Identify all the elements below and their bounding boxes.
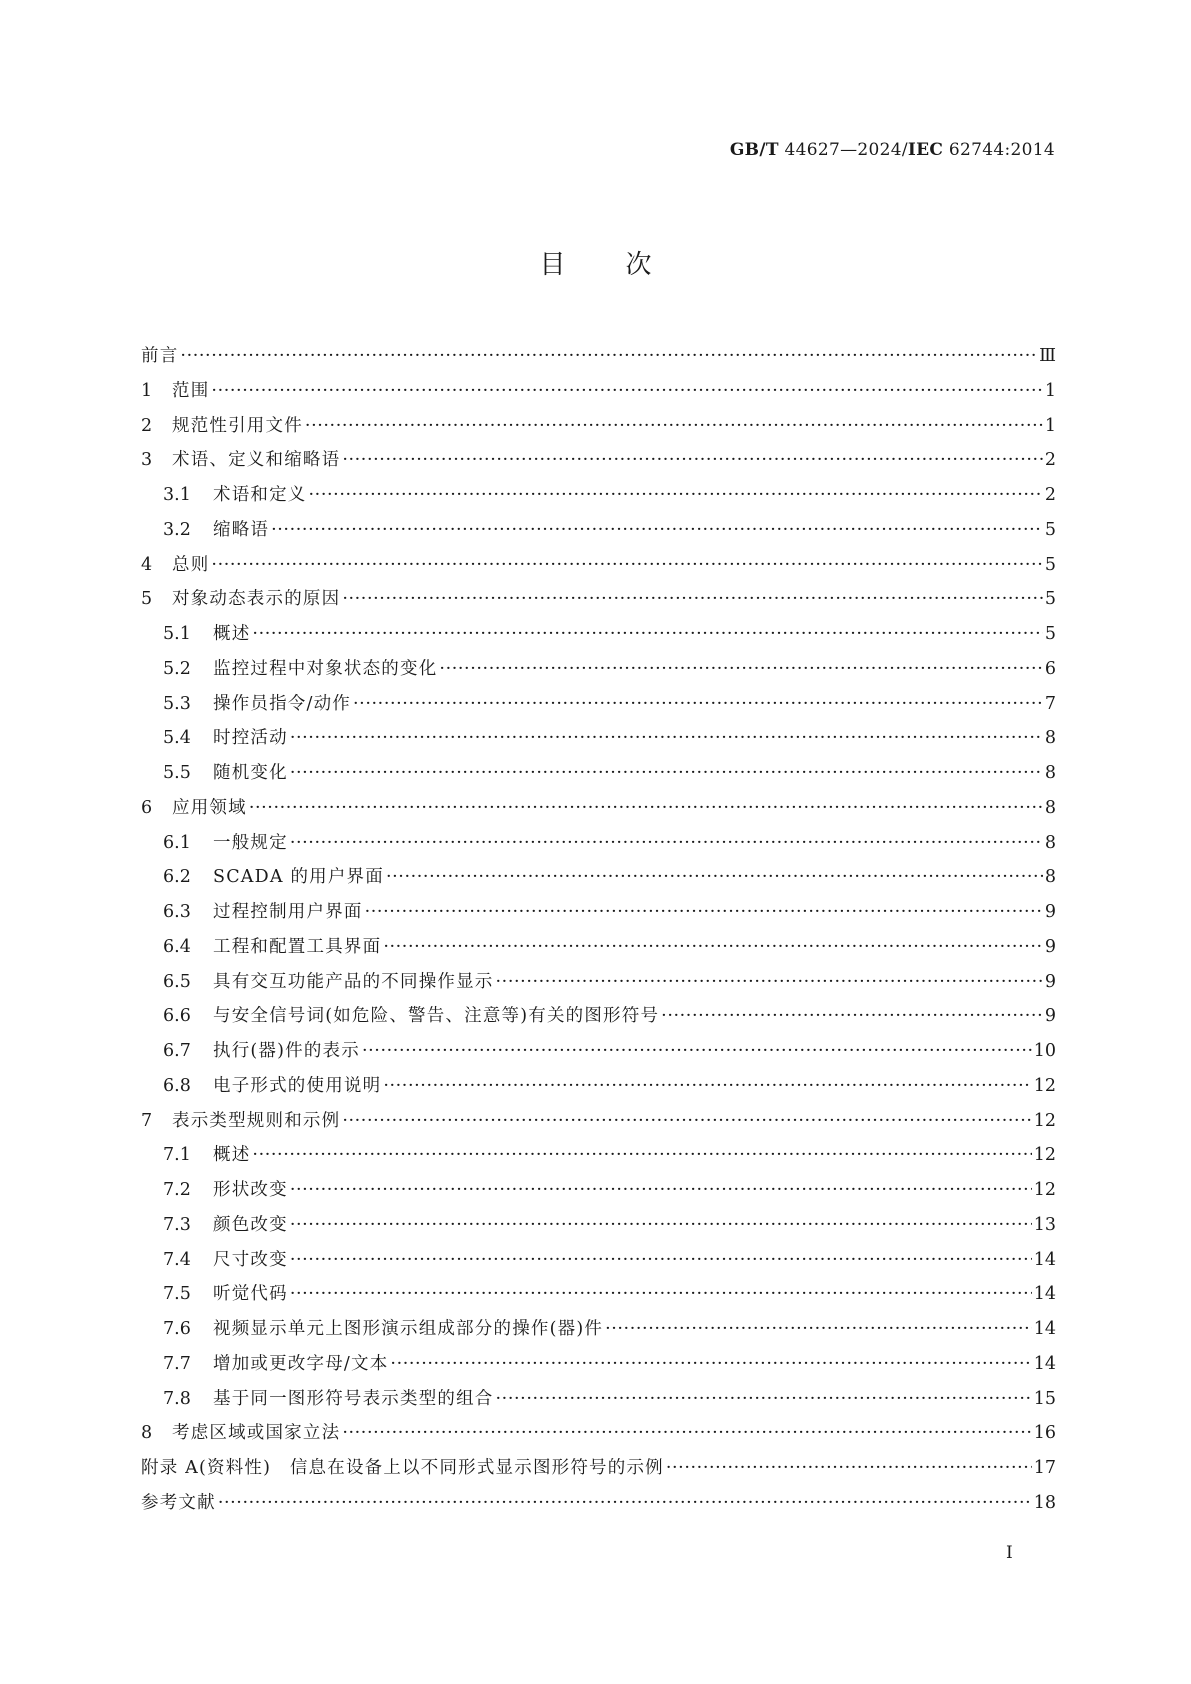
toc-entry-page: 12: [1033, 1110, 1056, 1131]
dot-leader: [496, 965, 1043, 1000]
toc-entry-title: 规范性引用文件: [172, 415, 303, 436]
toc-entry[interactable]: [141, 826, 1056, 861]
dot-leader: [390, 1347, 1031, 1382]
toc-entry[interactable]: [141, 1034, 1056, 1069]
toc-entry-title: 具有交互功能产品的不同操作显示: [213, 971, 494, 992]
dot-leader: [290, 1173, 1032, 1208]
toc-entry-number: 6.5: [163, 971, 191, 992]
toc-entry-page: 14: [1033, 1319, 1056, 1339]
toc-entry-number: 3: [141, 450, 153, 471]
toc-entry-number: 4: [141, 554, 153, 575]
toc-entry[interactable]: [141, 1486, 1056, 1521]
dot-leader: [439, 652, 1042, 687]
toc-entry-page: 9: [1044, 1006, 1056, 1027]
toc-entry-number: 7.3: [163, 1214, 191, 1235]
dot-leader: [211, 548, 1042, 583]
toc-entry-title: 概述: [213, 1145, 251, 1166]
toc-entry-page: 1: [1044, 415, 1056, 436]
toc-entry-page: 15: [1033, 1388, 1056, 1409]
toc-entry-number: 7.8: [163, 1388, 191, 1409]
toc-entry[interactable]: [141, 1138, 1056, 1173]
dot-leader: [342, 443, 1043, 478]
toc-entry-number: 5.5: [163, 763, 191, 783]
toc-entry[interactable]: [141, 1451, 1056, 1486]
toc-entry-number: 3.2: [163, 519, 191, 540]
toc-entry[interactable]: [141, 513, 1056, 548]
dot-leader: [252, 1138, 1031, 1173]
toc-entry-page: 12: [1033, 1145, 1056, 1166]
toc-entry-number: 5.4: [163, 728, 191, 749]
toc-entry-number: 8: [141, 1423, 153, 1444]
iec-number: 62744:2014: [943, 140, 1055, 160]
dot-leader: [309, 478, 1043, 513]
toc-entry-number: 7: [141, 1110, 153, 1131]
dot-leader: [605, 1312, 1032, 1347]
toc-entry-title: 电子形式的使用说明: [213, 1075, 382, 1096]
toc-entry-number: 5.2: [163, 658, 191, 679]
toc-entry[interactable]: [141, 965, 1056, 1000]
toc-entry-page: 5: [1044, 554, 1056, 575]
toc-entry-title: 术语、定义和缩略语: [172, 450, 341, 471]
toc-entry-title: 执行(器)件的表示: [213, 1041, 360, 1061]
dot-leader: [180, 339, 1037, 374]
toc-entry-page: 10: [1033, 1041, 1056, 1061]
toc-entry-page: 16: [1033, 1423, 1056, 1444]
toc-entry[interactable]: [141, 860, 1056, 895]
toc-entry-title: 操作员指令/动作: [213, 693, 351, 714]
std-number: 44627—2024/: [778, 140, 908, 160]
dot-leader: [383, 1069, 1031, 1104]
toc-entry-page: 2: [1044, 485, 1056, 505]
dot-leader: [290, 1243, 1032, 1278]
toc-entry-title: 考虑区域或国家立法: [172, 1423, 341, 1444]
toc-entry-page: 8: [1044, 832, 1056, 853]
toc-entry-page: 14: [1033, 1249, 1056, 1270]
toc-entry[interactable]: [141, 1208, 1056, 1243]
toc-entry-title: 时控活动: [213, 728, 288, 749]
toc-entry[interactable]: [141, 409, 1056, 444]
toc-entry[interactable]: [141, 791, 1056, 826]
dot-leader: [249, 791, 1043, 826]
standard-number-header: [730, 140, 1055, 160]
dot-leader: [271, 513, 1043, 548]
toc-entry-page: 9: [1044, 902, 1056, 922]
toc-entry-title: 总则: [172, 554, 210, 575]
dot-leader: [218, 1486, 1032, 1521]
toc-entry-title: 前言: [141, 346, 179, 366]
toc-entry-title: 与安全信号词(如危险、警告、注意等)有关的图形符号: [213, 1006, 660, 1027]
toc-entry-number: 6.8: [163, 1075, 191, 1096]
page-title: 目次: [539, 250, 712, 280]
toc-entry-title: 范围: [172, 380, 210, 401]
dot-leader: [353, 687, 1043, 722]
toc-entry[interactable]: [141, 1347, 1056, 1382]
toc-entry-title: 监控过程中对象状态的变化: [213, 658, 438, 679]
toc-entry-title: 尺寸改变: [213, 1249, 288, 1270]
toc-entry[interactable]: [141, 652, 1056, 687]
dot-leader: [661, 999, 1043, 1034]
toc-entry[interactable]: [141, 1243, 1056, 1278]
toc-entry-page: 8: [1044, 728, 1056, 749]
toc-entry-page: 14: [1033, 1353, 1056, 1374]
toc-entry[interactable]: [141, 721, 1056, 756]
toc-entry[interactable]: [141, 1277, 1056, 1312]
dot-leader: [362, 1034, 1032, 1069]
toc-entry-page: Ⅲ: [1039, 346, 1056, 366]
toc-entry[interactable]: [141, 930, 1056, 965]
toc-entry[interactable]: [141, 999, 1056, 1034]
dot-leader: [342, 582, 1043, 617]
toc-entry[interactable]: [141, 756, 1056, 791]
toc-entry-number: 5.3: [163, 693, 191, 714]
dot-leader: [290, 826, 1043, 861]
std-prefix: GB/T: [729, 140, 779, 160]
toc-entry-number: 7.5: [163, 1284, 191, 1305]
toc-entry-number: 7.2: [163, 1180, 191, 1200]
toc-entry[interactable]: [141, 443, 1056, 478]
toc-entry-title: 基于同一图形符号表示类型的组合: [213, 1388, 494, 1409]
toc-entry[interactable]: [141, 339, 1056, 374]
toc-entry-title: 视频显示单元上图形演示组成部分的操作(器)件: [213, 1319, 604, 1339]
toc-entry-page: 2: [1044, 450, 1056, 471]
toc-entry-title: 一般规定: [213, 832, 288, 853]
toc-entry-title: 听觉代码: [213, 1284, 288, 1305]
dot-leader: [496, 1382, 1032, 1417]
toc-entry-title: 应用领域: [172, 797, 247, 818]
toc-entry-number: 6.6: [163, 1006, 191, 1027]
toc-entry-title: 附录 A(资料性) 信息在设备上以不同形式显示图形符号的示例: [141, 1458, 664, 1478]
dot-leader: [290, 1277, 1032, 1312]
toc-entry-title: SCADA 的用户界面: [213, 867, 384, 888]
toc-entry[interactable]: [141, 1173, 1056, 1208]
toc-entry-title: 随机变化: [213, 763, 288, 783]
toc-entry-title: 表示类型规则和示例: [172, 1110, 341, 1131]
toc-entry-page: 1: [1044, 380, 1056, 401]
dot-leader: [386, 860, 1043, 895]
toc-entry-title: 颜色改变: [213, 1214, 288, 1235]
toc-entry-title: 对象动态表示的原因: [172, 589, 341, 610]
toc-entry-title: 过程控制用户界面: [213, 902, 363, 922]
toc-entry-page: 12: [1033, 1180, 1056, 1200]
toc-entry-title: 工程和配置工具界面: [213, 936, 382, 957]
toc-entry-number: 7.7: [163, 1353, 191, 1374]
toc-entry-page: 9: [1044, 936, 1056, 957]
dot-leader: [290, 756, 1043, 791]
toc-entry-title: 概述: [213, 624, 251, 644]
dot-leader: [252, 617, 1042, 652]
toc-entry-page: 6: [1044, 658, 1056, 679]
toc-entry-number: 6.4: [163, 936, 191, 957]
toc-entry-page: 18: [1033, 1492, 1056, 1513]
dot-leader: [211, 374, 1042, 409]
toc-entry-page: 12: [1033, 1075, 1056, 1096]
toc-entry-title: 形状改变: [213, 1180, 288, 1200]
toc-entry[interactable]: [141, 1312, 1056, 1347]
dot-leader: [342, 1416, 1031, 1451]
toc-entry-number: 6: [141, 797, 153, 818]
toc-entry[interactable]: [141, 582, 1056, 617]
toc-entry-number: 6.7: [163, 1041, 191, 1061]
toc-entry-number: 5: [141, 589, 153, 610]
toc-entry-page: 8: [1044, 763, 1056, 783]
dot-leader: [290, 721, 1043, 756]
toc-entry-number: 2: [141, 415, 153, 436]
dot-leader: [383, 930, 1043, 965]
dot-leader: [666, 1451, 1032, 1486]
toc-entry-page: 9: [1044, 971, 1056, 992]
toc-entry-number: 7.6: [163, 1319, 191, 1339]
toc-entry-page: 7: [1044, 693, 1056, 714]
toc-entry-number: 1: [141, 380, 153, 401]
page-number: I: [1006, 1543, 1013, 1563]
toc-entry[interactable]: [141, 478, 1056, 513]
toc-entry-page: 8: [1044, 797, 1056, 818]
toc-entry[interactable]: [141, 895, 1056, 930]
toc-entry[interactable]: [141, 617, 1056, 652]
toc-entry-number: 7.4: [163, 1249, 191, 1270]
dot-leader: [290, 1208, 1032, 1243]
toc-entry[interactable]: [141, 1382, 1056, 1417]
toc-entry-number: 6.2: [163, 867, 191, 888]
toc-entry-page: 5: [1044, 624, 1056, 644]
toc-entry-number: 6.1: [163, 832, 191, 853]
iec-prefix: IEC: [907, 140, 944, 160]
toc-entry[interactable]: [141, 374, 1056, 409]
toc-entry-page: 14: [1033, 1284, 1056, 1305]
toc-entry[interactable]: [141, 548, 1056, 583]
toc-entry-title: 术语和定义: [213, 485, 307, 505]
toc-entry-page: 17: [1033, 1458, 1056, 1478]
toc-entry-title: 缩略语: [213, 519, 270, 540]
toc-entry-page: 8: [1044, 867, 1056, 888]
toc-entry[interactable]: [141, 1104, 1056, 1139]
toc-entry-title: 增加或更改字母/文本: [213, 1353, 389, 1374]
toc-entry[interactable]: [141, 1416, 1056, 1451]
dot-leader: [365, 895, 1043, 930]
toc-entry-page: 13: [1033, 1214, 1056, 1235]
table-of-contents: [141, 339, 1056, 1521]
toc-entry-title: 参考文献: [141, 1492, 216, 1513]
toc-entry-number: 7.1: [163, 1145, 191, 1166]
dot-leader: [305, 409, 1043, 444]
toc-entry-number: 6.3: [163, 902, 191, 922]
dot-leader: [342, 1104, 1031, 1139]
toc-entry-number: 3.1: [163, 485, 191, 505]
toc-entry[interactable]: [141, 687, 1056, 722]
toc-entry-number: 5.1: [163, 624, 191, 644]
toc-entry-page: 5: [1044, 589, 1056, 610]
toc-entry[interactable]: [141, 1069, 1056, 1104]
toc-entry-page: 5: [1044, 519, 1056, 540]
